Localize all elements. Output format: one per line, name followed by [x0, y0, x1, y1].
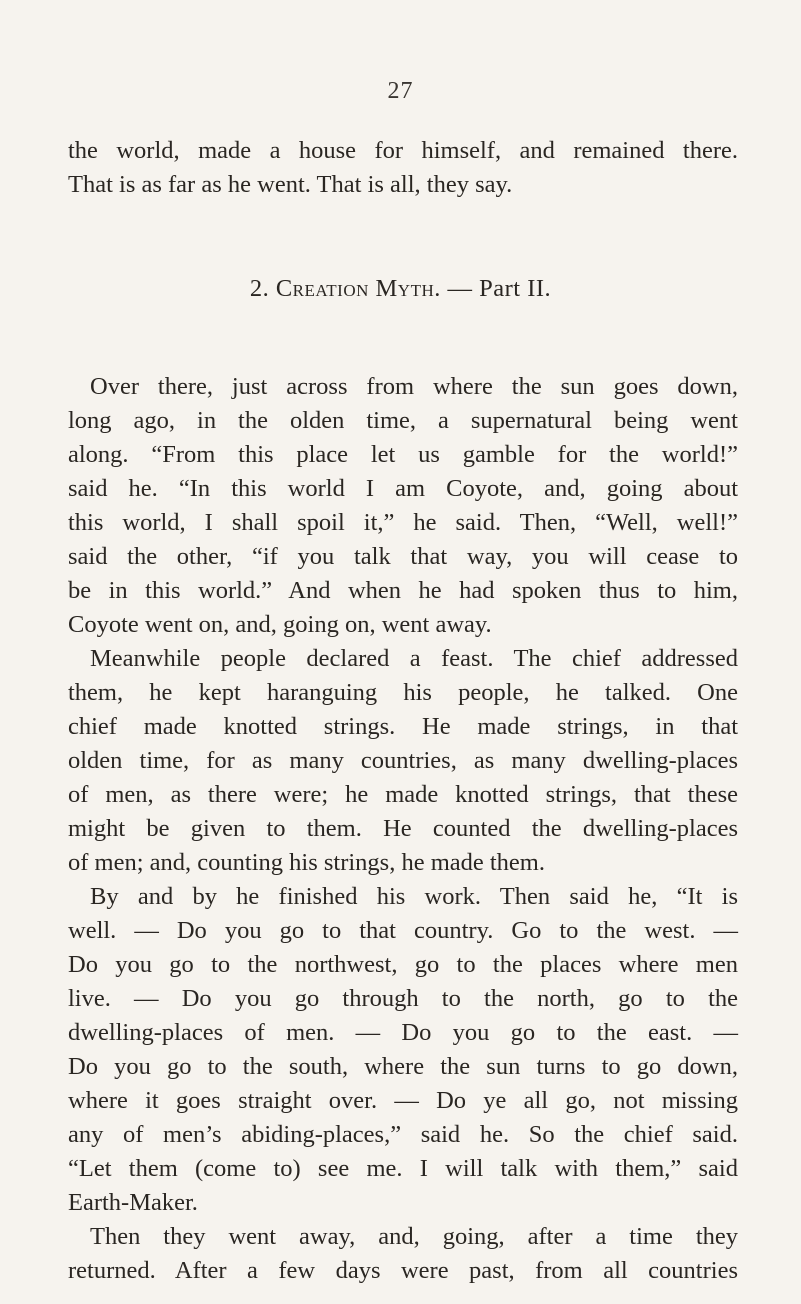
text-line: this world, I shall spoil it,” he said. Then, “Well, well!”: [68, 509, 738, 536]
text-line: Coyote went on, and, going on, went away.: [68, 611, 492, 638]
text-line: be in this world.” And when he had spoken thus to him,: [68, 577, 738, 604]
text-line: said he. “In this world I am Coyote, and, going about: [68, 475, 738, 502]
text-line: might be given to them. He counted the dwelling-places: [68, 815, 738, 842]
text-line: long ago, in the olden time, a supernatural being went: [68, 407, 738, 434]
text-line: Earth-Maker.: [68, 1189, 198, 1216]
text-line: along. “From this place let us gamble for the world!”: [68, 441, 738, 468]
section-heading: [0, 275, 801, 303]
section-title: Creation Myth.: [275, 275, 441, 302]
text-line: Do you go to the northwest, go to the places where men: [68, 951, 738, 978]
text-line: of men; and, counting his strings, he made them.: [68, 849, 545, 876]
section-number: 2.: [249, 275, 270, 302]
section-part: Part II.: [479, 275, 552, 302]
text-line: Over there, just across from where the sun goes down,: [90, 373, 738, 400]
text-line: chief made knotted strings. He made strings, in that: [68, 713, 738, 740]
text-line: Do you go to the south, where the sun turns to go down,: [68, 1053, 738, 1080]
text-line: That is as far as he went. That is all, they say.: [68, 171, 513, 198]
text-line: any of men’s abiding-places,” said he. So the chief said.: [68, 1121, 738, 1148]
text-line: dwelling-places of men. — Do you go to the east. —: [68, 1019, 738, 1046]
intro-paragraph: [68, 134, 738, 202]
text-line: where it goes straight over. — Do ye all go, not missing: [68, 1087, 738, 1114]
text-line: well. — Do you go to that country. Go to the west. —: [68, 917, 738, 944]
text-line: returned. After a few days were past, from all countries: [68, 1257, 738, 1284]
text-line: Then they went away, and, going, after a time they: [90, 1223, 738, 1250]
text-line: live. — Do you go through to the north, go to the: [68, 985, 738, 1012]
text-line: Meanwhile people declared a feast. The chief addressed: [90, 645, 738, 672]
text-line: of men, as there were; he made knotted strings, that these: [68, 781, 738, 808]
page-number: 27: [387, 78, 414, 104]
text-line: the world, made a house for himself, and remained there.: [68, 137, 738, 164]
section-dash: —: [447, 275, 473, 302]
text-line: By and by he finished his work. Then said he, “It is: [90, 883, 738, 910]
text-line: said the other, “if you talk that way, you will cease to: [68, 543, 738, 570]
text-line: them, he kept haranguing his people, he talked. One: [68, 679, 738, 706]
body-text: [68, 370, 738, 1288]
text-line: olden time, for as many countries, as many dwelling-places: [68, 747, 738, 774]
text-line: “Let them (come to) see me. I will talk with them,” said: [68, 1155, 738, 1182]
